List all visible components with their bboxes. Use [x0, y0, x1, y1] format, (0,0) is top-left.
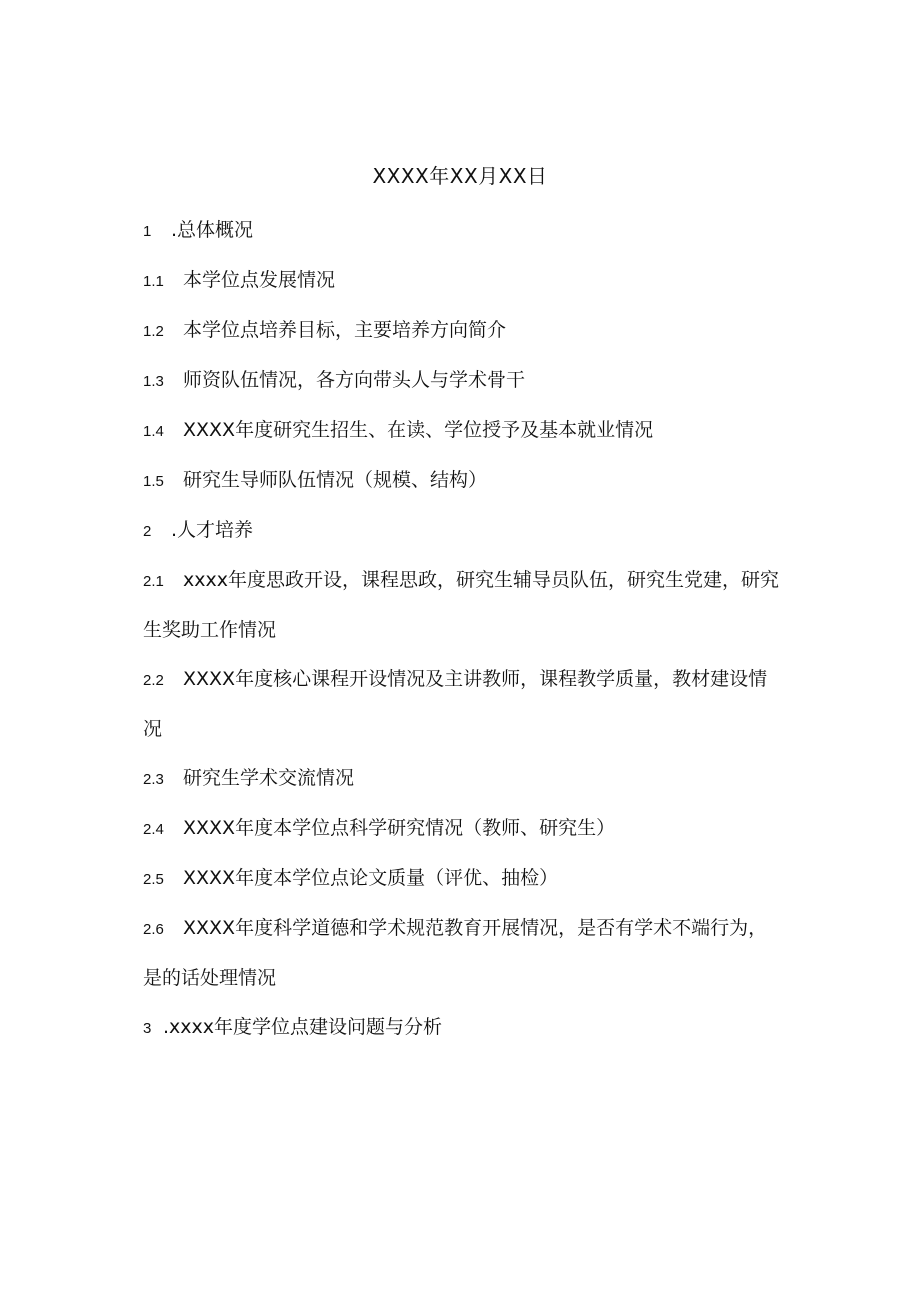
outline-item-1-1: [143, 256, 783, 306]
outline-text: XXXX年度核心课程开设情况及主讲教师，课程教学质量，教材建设情况: [143, 668, 768, 740]
outline-text: 研究生导师队伍情况（规模、结构）: [183, 469, 488, 491]
outline-item-1-2: [143, 306, 783, 356]
outline-item-2-4: [143, 804, 783, 854]
outline-number: 2.6: [143, 921, 164, 938]
outline-text: .总体概况: [171, 219, 254, 241]
outline-number: 1.2: [143, 323, 164, 340]
document-date: XXXX年XX月XX日: [372, 164, 548, 188]
outline-text: XXXX年度研究生招生、在读、学位授予及基本就业情况: [183, 419, 654, 441]
outline-item-1-3: [143, 356, 783, 406]
outline-number: 2.2: [143, 672, 164, 689]
outline-item-2-2: [143, 655, 783, 754]
outline-item-2: [143, 506, 783, 556]
outline-number: 2: [143, 523, 152, 540]
outline-item-1-5: [143, 456, 783, 506]
outline-number: 1.5: [143, 473, 164, 490]
outline-text: 研究生学术交流情况: [183, 767, 355, 789]
outline-text: XXXX年度本学位点论文质量（评优、抽检）: [183, 867, 559, 889]
outline-text: 本学位点发展情况: [183, 269, 336, 291]
outline-number: 2.3: [143, 771, 164, 788]
outline-number: 2.1: [143, 573, 164, 590]
outline-item-2-6: [143, 904, 783, 1003]
outline-item-2-3: [143, 754, 783, 804]
outline-text: 师资队伍情况，各方向带头人与学术骨干: [183, 369, 526, 391]
outline-text: .人才培养: [171, 519, 254, 541]
outline-text: .xxxx年度学位点建设问题与分析: [163, 1016, 443, 1038]
outline-item-1-4: [143, 406, 783, 456]
outline-number: 1.4: [143, 423, 164, 440]
outline-text: XXXX年度科学道德和学术规范教育开展情况，是否有学术不端行为，是的话处理情况: [143, 917, 768, 989]
outline-text: XXXX年度本学位点科学研究情况（教师、研究生）: [183, 817, 616, 839]
outline-text: xxxx年度思政开设，课程思政，研究生辅导员队伍，研究生党建，研究生奖助工作情况: [143, 569, 779, 641]
outline-item-2-1: [143, 556, 783, 655]
outline-list: [143, 206, 783, 1053]
outline-text: 本学位点培养目标，主要培养方向简介: [183, 319, 507, 341]
outline-number: 1.3: [143, 373, 164, 390]
outline-number: 1: [143, 223, 152, 240]
outline-item-3: [143, 1003, 783, 1053]
outline-number: 3: [143, 1020, 152, 1037]
outline-item-1: [143, 206, 783, 256]
outline-number: 2.5: [143, 871, 164, 888]
outline-number: 1.1: [143, 273, 164, 290]
outline-item-2-5: [143, 854, 783, 904]
outline-number: 2.4: [143, 821, 164, 838]
